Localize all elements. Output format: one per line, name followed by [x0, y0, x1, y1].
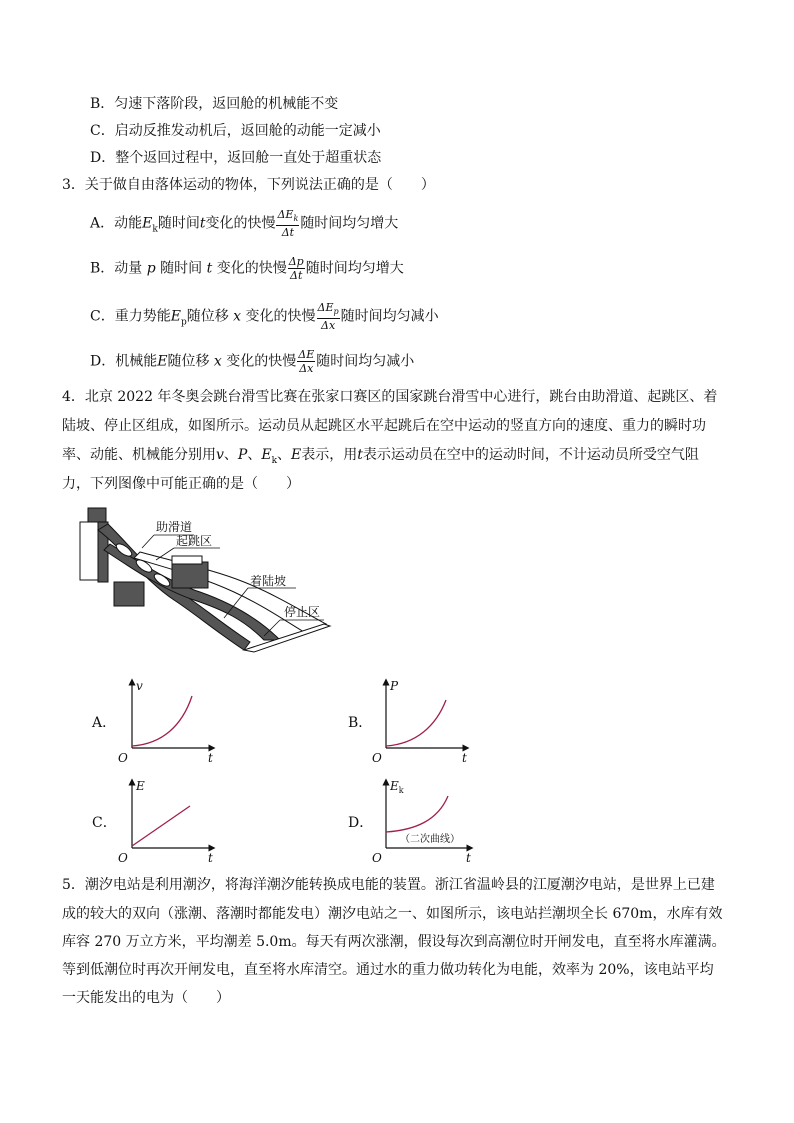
- q5-line-5: 一天能发出的电为（ ）: [62, 990, 230, 1006]
- q3-option-a: A．动能$E_k$随时间t变化的快慢 $\frac{\Delta E_k}{\Delta t}$ 随时间均匀增大: [90, 208, 399, 240]
- q5-line-3: 库容 270 万立方米，平均潮差 5.0m。每天有两次涨潮，假设每次到高潮位时开闸发电，直至将水库灌满。: [62, 934, 726, 950]
- graph-b-letter: B．: [348, 715, 373, 731]
- graph-c-origin: O: [118, 851, 128, 865]
- q5-line-2: 成的较大的双向（涨潮、落潮时都能发电）潮汐电站之一、如图所示，该电站拦潮坝全长 670m，水库有效: [62, 906, 723, 922]
- q4-line-3: 率、动能、机械能分别用v、P、$E_k$、E表示，用t表示运动员在空中的运动时间，不计运动员所受空气阻: [62, 447, 699, 466]
- graph-a-xlabel: t: [208, 751, 213, 765]
- tower-block-side: [80, 522, 98, 580]
- q5-line-1: 5．潮汐电站是利用潮汐，将海洋潮汐能转换成电能的装置。浙江省温岭县的江厦潮汐电站，是世界上已建: [62, 877, 715, 893]
- q2-option-d: D．整个返回过程中，返回舱一直处于超重状态: [90, 150, 382, 166]
- q3-option-d: D．机械能E随位移 x 变化的快慢 $\frac{\Delta E}{\Delta x}$ 随时间均匀减小: [90, 348, 415, 375]
- q2-option-b: B．匀速下落阶段，返回舱的机械能不变: [90, 96, 339, 112]
- label-zhuolupo: 着陆坡: [250, 574, 287, 588]
- graph-d-note: （二次曲线）: [400, 834, 460, 845]
- graph-b: [366, 676, 476, 768]
- graph-c-line: [132, 806, 190, 846]
- q3-d-fraction: $\frac{\Delta E}{\Delta x}$: [298, 348, 315, 375]
- q3-option-b: B．动量 p 随时间 t 变化的快慢 $\frac{\Delta p}{\Delta t}$ 随时间均匀增大: [90, 255, 404, 282]
- graph-d-curve: [386, 796, 448, 832]
- graph-d-ylabel: $E_k$: [390, 779, 404, 795]
- label-zhuhuadao: 助滑道: [156, 520, 193, 534]
- graph-d-origin: O: [372, 851, 382, 865]
- q4-line-1: 4．北京 2022 年冬奥会跳台滑雪比赛在张家口赛区的国家跳台滑雪中心进行，跳台由助滑道、起跳区、着: [62, 389, 718, 405]
- judge-tower: [172, 562, 208, 588]
- q2-option-c: C．启动反推发动机后，返回舱的动能一定减小: [90, 123, 381, 139]
- graph-a-letter: A．: [92, 715, 117, 731]
- graph-a-ylabel: v: [136, 679, 143, 693]
- q3-b-fraction: $\frac{\Delta p}{\Delta t}$: [288, 255, 304, 282]
- graph-a-curve: [132, 696, 192, 746]
- q3-a-fraction: $\frac{\Delta E_k}{\Delta t}$: [277, 208, 299, 240]
- graph-b-xlabel: t: [462, 751, 467, 765]
- graph-b-origin: O: [372, 751, 382, 765]
- judge-tower-top: [172, 556, 202, 564]
- graph-d-xlabel: t: [466, 851, 471, 865]
- graph-c-letter: C．: [92, 815, 117, 831]
- graph-c-xlabel: t: [208, 851, 213, 865]
- graph-c: [112, 776, 222, 868]
- label-tingzhiqu: 停止区: [284, 605, 321, 619]
- graph-d-letter: D．: [348, 815, 374, 831]
- q3-option-c: C．重力势能$E_p$随位移 x 变化的快慢 $\frac{\Delta E_p}{\Delta x}$ 随时间均匀减小: [90, 301, 439, 333]
- graph-c-ylabel: E: [136, 779, 145, 793]
- base-block: [114, 582, 144, 606]
- q3-c-fraction: $\frac{\Delta E_p}{\Delta x}$: [317, 301, 339, 333]
- leader-zhuhuadao: [142, 535, 154, 548]
- q4-line-2: 陆坡、停止区组成，如图所示。运动员从起跳区水平起跳后在空中运动的竖直方向的速度、重力的瞬时功: [62, 418, 706, 434]
- q3-stem: 3．关于做自由落体运动的物体，下列说法正确的是（ ）: [62, 177, 435, 193]
- graph-b-ylabel: P: [390, 679, 399, 693]
- graph-b-curve: [386, 700, 446, 746]
- q5-line-4: 等到低潮位时再次开闸发电，直至将水库清空。通过水的重力做功转化为电能，效率为 20%，该电站平均: [62, 962, 714, 978]
- ski-jump-figure: [74, 500, 334, 665]
- graph-d: [366, 776, 478, 868]
- label-qitiaoqu: 起跳区: [176, 534, 213, 548]
- q4-line-4: 力，下列图像中可能正确的是（ ）: [62, 476, 300, 492]
- graph-a: [112, 676, 222, 768]
- graph-a-origin: O: [118, 751, 128, 765]
